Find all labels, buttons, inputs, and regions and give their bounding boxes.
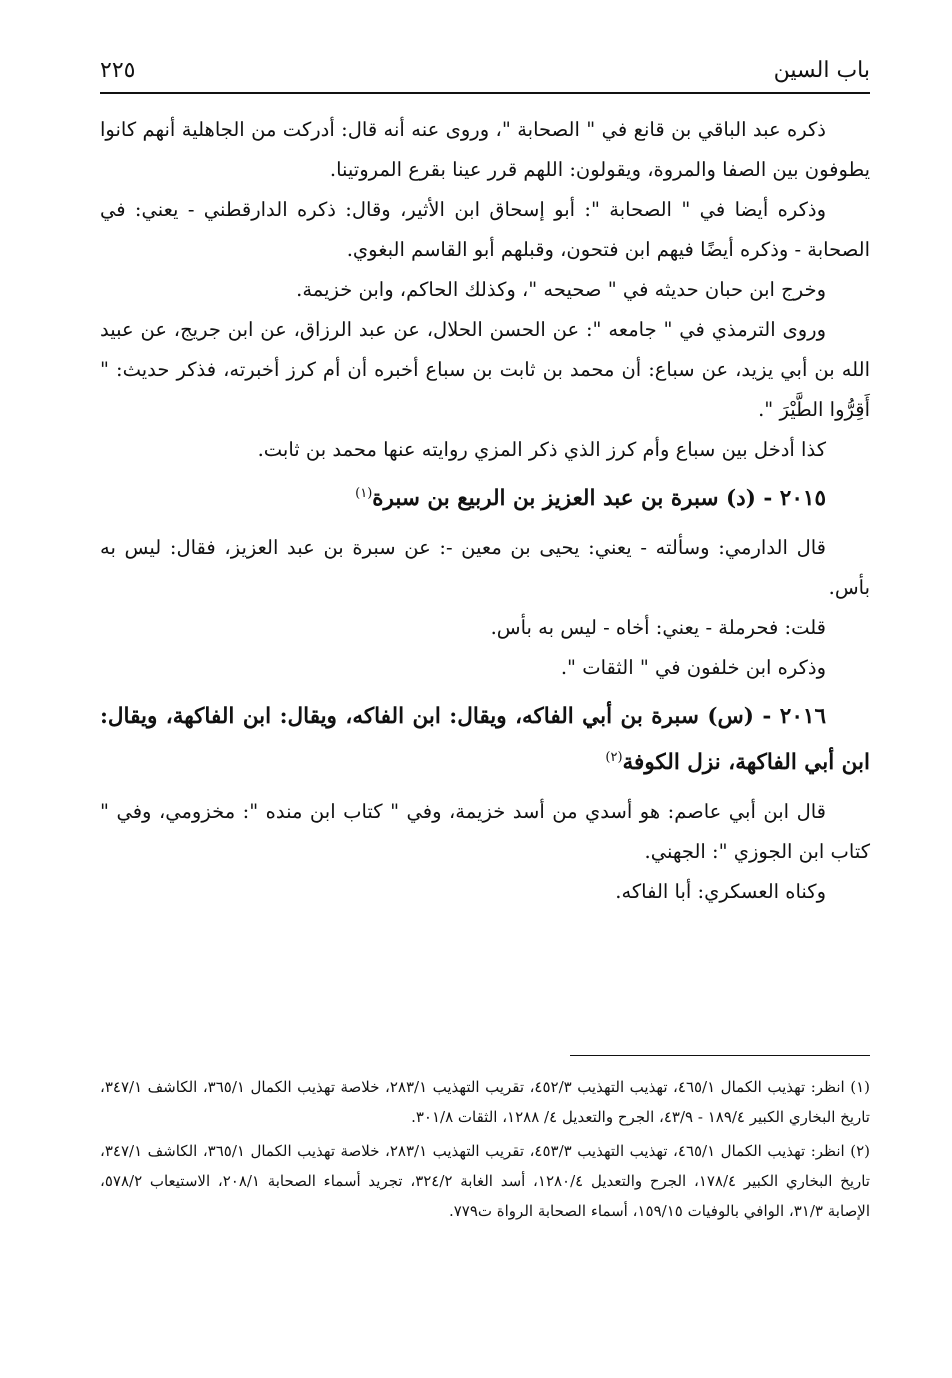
footnote-ref: (١) (355, 485, 373, 501)
paragraph: قلت: فحرملة - يعني: أخاه - ليس به بأس. (490, 616, 826, 639)
page-header (100, 58, 870, 94)
entry-heading (100, 476, 870, 522)
paragraph: ذكره عبد الباقي بن قانع في " الصحابة "، وروى عنه أنه قال: أدركت من الجاهلية أنهم كانوا يطوفون بين الصفا والمروة، ويقولون: اللهم قرر عينا بقرع المروتينا. (100, 118, 870, 181)
paragraph: كذا أدخل بين سباع وأم كرز الذي ذكر المزي روايته عنها محمد بن ثابت. (257, 438, 826, 461)
entry-title: ٢٠١٦ - (س) سبرة بن أبي الفاكه، ويقال: ابن الفاكه، ويقال: ابن الفاكهة، ويقال: ابن أبي الفاكهة، نزل الكوفة (100, 704, 870, 775)
entry-heading (100, 694, 870, 786)
footnote-ref: (٢) (605, 749, 623, 765)
footnotes (100, 1072, 870, 1230)
paragraph: وخرج ابن حبان حديثه في " صحيحه "، وكذلك الحاكم، وابن خزيمة. (296, 278, 826, 301)
main-text (100, 110, 870, 912)
page-number: ٢٢٥ (100, 58, 136, 83)
chapter-title: باب السين (773, 58, 870, 83)
paragraph: وذكره ابن خلفون في " الثقات ". (560, 656, 826, 679)
paragraph: وروى الترمذي في " جامعه ": عن الحسن الحلال، عن عبد الرزاق، عن ابن جريج، عن عبيد الله بن أبي يزيد، عن سباع: أن محمد بن ثابت بن سباع أخبره أن أم كرز أخبرته، فذكر حديث: " أَقِرُّوا الطَّيْرَ ". (100, 318, 870, 421)
paragraph: وذكره أيضا في " الصحابة ": أبو إسحاق ابن الأثير، وقال: ذكره الدارقطني - يعني: في الصحابة - وذكره أيضًا فيهم ابن فتحون، وقبلهم أبو القاسم البغوي. (100, 198, 870, 261)
paragraph: قال ابن أبي عاصم: هو أسدي من أسد خزيمة، وفي " كتاب ابن منده ": مخزومي، وفي " كتاب ابن الجوزي ": الجهني. (100, 800, 870, 863)
entry-title: ٢٠١٥ - (د) سبرة بن عبد العزيز بن الربيع بن سبرة (372, 486, 826, 511)
paragraph: قال الدارمي: وسألته - يعني: يحيى بن معين -: عن سبرة بن عبد العزيز، فقال: ليس به بأس. (100, 536, 870, 599)
footnote: (١) انظر: تهذيب الكمال ٤٦٥/١، تهذيب التهذيب ٤٥٢/٣، تقريب التهذيب ٢٨٣/١، خلاصة تهذيب الكمال ٣٦٥/١، الكاشف ٣٤٧/١، تاريخ البخاري الكبير ١٨٩/٤ - ٤٣/٩، الجرح والتعديل ٤/ ١٢٨٨، الثقات ٣٠١/٨. (100, 1078, 870, 1126)
paragraph: وكناه العسكري: أبا الفاكه. (615, 880, 826, 903)
footnote: (٢) انظر: تهذيب الكمال ٤٦٥/١، تهذيب التهذيب ٤٥٣/٣، تقريب التهذيب ٢٨٣/١، خلاصة تهذيب الكمال ٣٦٥/١، الكاشف ٣٤٧/١، تاريخ البخاري الكبير ١٧٨/٤، الجرح والتعديل ١٢٨٠/٤، أسد الغابة ٣٢٤/٢، تجريد أسماء الصحابة ٢٠٨/١، الاستيعاب ٥٧٨/٢، الإصابة ٣١/٣، الوافي بالوفيات ١٥٩/١٥، أسماء الصحابة الرواة ت٧٧٩. (100, 1142, 870, 1220)
footnote-separator (570, 1055, 870, 1056)
